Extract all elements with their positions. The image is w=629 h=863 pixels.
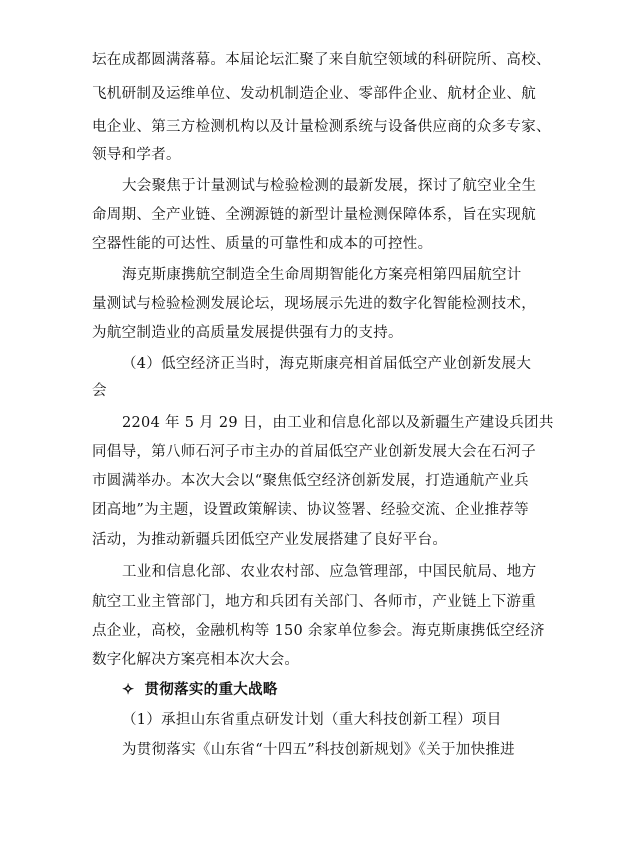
- section-heading: [122, 680, 278, 700]
- paragraph-6-line-2: 航空工业主管部门，地方和兵团有关部门、各师市，产业链上下游重: [92, 594, 536, 610]
- paragraph-6-line-1: 工业和信息化部、农业农村部、应急管理部，中国民航局、地方: [122, 564, 537, 580]
- subheading-4-line-1: （4）低空经济正当时，海克斯康亮相首届低空产业创新发展大: [122, 356, 532, 372]
- paragraph-3-line-2: 量测试与检验检测发展论坛，现场展示先进的数字化智能检测技术，: [92, 296, 536, 312]
- paragraph-2-line-1: 大会聚焦于计量测试与检验检测的最新发展，探讨了航空业全生: [122, 178, 537, 194]
- paragraph-5-line-2: 同倡导，第八师石河子市主办的首届低空产业创新发展大会在石河子: [92, 444, 536, 460]
- paragraph-7-line-1: 为贯彻落实《山东省“十四五”科技创新规划》《关于加快推进: [122, 742, 515, 758]
- paragraph-1-line-4: 领导和学者。: [92, 147, 181, 163]
- paragraph-1-line-2: 飞机研制及运维单位、发动机制造企业、零部件企业、航材企业、航: [92, 86, 536, 102]
- subheading-4-line-2: 会: [92, 383, 107, 399]
- project-item-1: （1）承担山东省重点研发计划（重大科技创新工程）项目: [122, 712, 502, 728]
- paragraph-2-line-2: 命周期、全产业链、全溯源链的新型计量检测保障体系，旨在实现航: [92, 207, 536, 223]
- paragraph-6-line-3: 点企业，高校，金融机构等 150 余家单位参会。海克斯康携低空经济: [92, 623, 545, 639]
- paragraph-6-line-4: 数字化解决方案亮相本次大会。: [92, 652, 300, 668]
- section-heading-text: 贯彻落实的重大战略: [144, 681, 278, 698]
- paragraph-3-line-1: 海克斯康携航空制造全生命周期智能化方案亮相第四届航空计: [122, 267, 522, 283]
- paragraph-5-line-1: 2204 年 5 月 29 日，由工业和信息化部以及新疆生产建设兵团共: [122, 415, 554, 431]
- diamond-bullet-icon: ✧: [122, 681, 135, 698]
- paragraph-5-line-4: 团高地”为主题，设置政策解读、协议签署、经验交流、企业推荐等: [92, 502, 529, 518]
- paragraph-1-line-1: 坛在成都圆满落幕。本届论坛汇聚了来自航空领域的科研院所、高校、: [92, 52, 551, 68]
- paragraph-2-line-3: 空器性能的可达性、质量的可靠性和成本的可控性。: [92, 236, 433, 252]
- paragraph-1-line-3: 电企业、第三方检测机构以及计量检测系统与设备供应商的众多专家、: [92, 119, 551, 135]
- paragraph-5-line-5: 活动，为推动新疆兵团低空产业发展搭建了良好平台。: [92, 532, 448, 548]
- paragraph-5-line-3: 市圆满举办。本次大会以“聚焦低空经济创新发展，打造通航产业兵: [92, 473, 529, 489]
- paragraph-3-line-3: 为航空制造业的高质量发展提供强有力的支持。: [92, 325, 403, 341]
